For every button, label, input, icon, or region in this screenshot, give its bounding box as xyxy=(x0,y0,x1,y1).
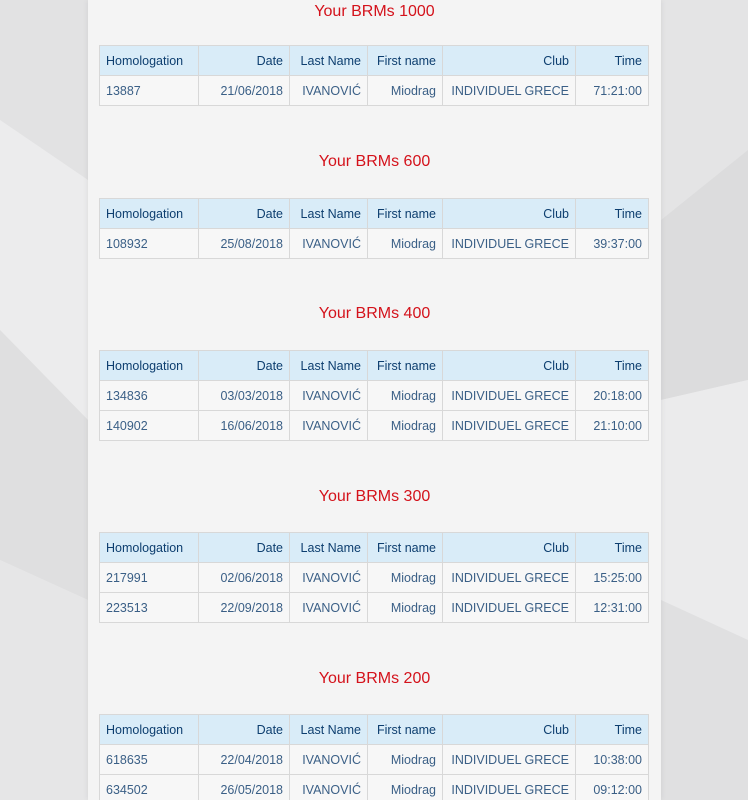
club-cell: INDIVIDUEL GRECE xyxy=(443,411,576,441)
date-cell: 03/03/2018 xyxy=(199,381,290,411)
first-name-cell: Miodrag xyxy=(368,745,443,775)
last-name-cell: IVANOVIĆ xyxy=(290,593,368,623)
homologation-cell: 140902 xyxy=(100,411,199,441)
brm-section-300 xyxy=(99,485,650,623)
date-cell: 02/06/2018 xyxy=(199,563,290,593)
col-time-header: Time xyxy=(576,46,649,76)
homologation-cell: 108932 xyxy=(100,229,199,259)
section-title: Your BRMs 400 xyxy=(318,305,431,322)
col-date-header: Date xyxy=(199,351,290,381)
table-header-row xyxy=(100,199,649,229)
club-cell: INDIVIDUEL GRECE xyxy=(443,229,576,259)
col-club-header: Club xyxy=(443,199,576,229)
brm-section-200 xyxy=(99,667,650,800)
col-homologation-header: Homologation xyxy=(100,533,199,563)
brm-table xyxy=(99,532,649,623)
club-cell: INDIVIDUEL GRECE xyxy=(443,76,576,106)
col-first-name-header: First name xyxy=(368,199,443,229)
first-name-cell: Miodrag xyxy=(368,381,443,411)
col-club-header: Club xyxy=(443,351,576,381)
col-club-header: Club xyxy=(443,46,576,76)
col-last-name-header: Last Name xyxy=(290,533,368,563)
col-time-header: Time xyxy=(576,351,649,381)
last-name-cell: IVANOVIĆ xyxy=(290,381,368,411)
col-date-header: Date xyxy=(199,533,290,563)
col-homologation-header: Homologation xyxy=(100,199,199,229)
date-cell: 16/06/2018 xyxy=(199,411,290,441)
table-header-row xyxy=(100,46,649,76)
col-homologation-header: Homologation xyxy=(100,351,199,381)
table-row xyxy=(100,381,649,411)
brm-section-600 xyxy=(99,150,650,259)
content-panel xyxy=(88,0,661,800)
time-cell: 71:21:00 xyxy=(576,76,649,106)
club-cell: INDIVIDUEL GRECE xyxy=(443,775,576,800)
last-name-cell: IVANOVIĆ xyxy=(290,229,368,259)
club-cell: INDIVIDUEL GRECE xyxy=(443,381,576,411)
col-last-name-header: Last Name xyxy=(290,199,368,229)
table-row xyxy=(100,76,649,106)
col-last-name-header: Last Name xyxy=(290,351,368,381)
homologation-cell: 134836 xyxy=(100,381,199,411)
brm-section-400 xyxy=(99,302,650,441)
brm-table xyxy=(99,45,649,106)
col-last-name-header: Last Name xyxy=(290,715,368,745)
table-row xyxy=(100,411,649,441)
last-name-cell: IVANOVIĆ xyxy=(290,775,368,800)
col-first-name-header: First name xyxy=(368,351,443,381)
time-cell: 09:12:00 xyxy=(576,775,649,800)
col-club-header: Club xyxy=(443,715,576,745)
club-cell: INDIVIDUEL GRECE xyxy=(443,593,576,623)
table-header-row xyxy=(100,715,649,745)
col-first-name-header: First name xyxy=(368,533,443,563)
col-time-header: Time xyxy=(576,533,649,563)
col-last-name-header: Last Name xyxy=(290,46,368,76)
first-name-cell: Miodrag xyxy=(368,775,443,800)
col-date-header: Date xyxy=(199,46,290,76)
date-cell: 22/04/2018 xyxy=(199,745,290,775)
section-title: Your BRMs 200 xyxy=(318,670,431,687)
col-homologation-header: Homologation xyxy=(100,715,199,745)
time-cell: 10:38:00 xyxy=(576,745,649,775)
section-title: Your BRMs 1000 xyxy=(314,3,435,20)
first-name-cell: Miodrag xyxy=(368,76,443,106)
brm-section-1000 xyxy=(99,0,650,106)
col-club-header: Club xyxy=(443,533,576,563)
homologation-cell: 618635 xyxy=(100,745,199,775)
homologation-cell: 217991 xyxy=(100,563,199,593)
table-header-row xyxy=(100,533,649,563)
homologation-cell: 223513 xyxy=(100,593,199,623)
time-cell: 15:25:00 xyxy=(576,563,649,593)
date-cell: 22/09/2018 xyxy=(199,593,290,623)
col-time-header: Time xyxy=(576,715,649,745)
homologation-cell: 634502 xyxy=(100,775,199,800)
homologation-cell: 13887 xyxy=(100,76,199,106)
first-name-cell: Miodrag xyxy=(368,411,443,441)
col-time-header: Time xyxy=(576,199,649,229)
col-homologation-header: Homologation xyxy=(100,46,199,76)
brm-table xyxy=(99,714,649,800)
time-cell: 12:31:00 xyxy=(576,593,649,623)
first-name-cell: Miodrag xyxy=(368,563,443,593)
first-name-cell: Miodrag xyxy=(368,229,443,259)
last-name-cell: IVANOVIĆ xyxy=(290,411,368,441)
table-header-row xyxy=(100,351,649,381)
table-row xyxy=(100,593,649,623)
section-title: Your BRMs 300 xyxy=(318,488,431,505)
table-row xyxy=(100,229,649,259)
club-cell: INDIVIDUEL GRECE xyxy=(443,745,576,775)
brm-table xyxy=(99,198,649,259)
table-row xyxy=(100,745,649,775)
table-row xyxy=(100,563,649,593)
time-cell: 21:10:00 xyxy=(576,411,649,441)
date-cell: 25/08/2018 xyxy=(199,229,290,259)
table-row xyxy=(100,775,649,800)
date-cell: 26/05/2018 xyxy=(199,775,290,800)
col-first-name-header: First name xyxy=(368,46,443,76)
brm-table xyxy=(99,350,649,441)
last-name-cell: IVANOVIĆ xyxy=(290,563,368,593)
col-first-name-header: First name xyxy=(368,715,443,745)
first-name-cell: Miodrag xyxy=(368,593,443,623)
time-cell: 39:37:00 xyxy=(576,229,649,259)
col-date-header: Date xyxy=(199,199,290,229)
time-cell: 20:18:00 xyxy=(576,381,649,411)
col-date-header: Date xyxy=(199,715,290,745)
last-name-cell: IVANOVIĆ xyxy=(290,76,368,106)
club-cell: INDIVIDUEL GRECE xyxy=(443,563,576,593)
section-title: Your BRMs 600 xyxy=(318,153,431,170)
last-name-cell: IVANOVIĆ xyxy=(290,745,368,775)
date-cell: 21/06/2018 xyxy=(199,76,290,106)
